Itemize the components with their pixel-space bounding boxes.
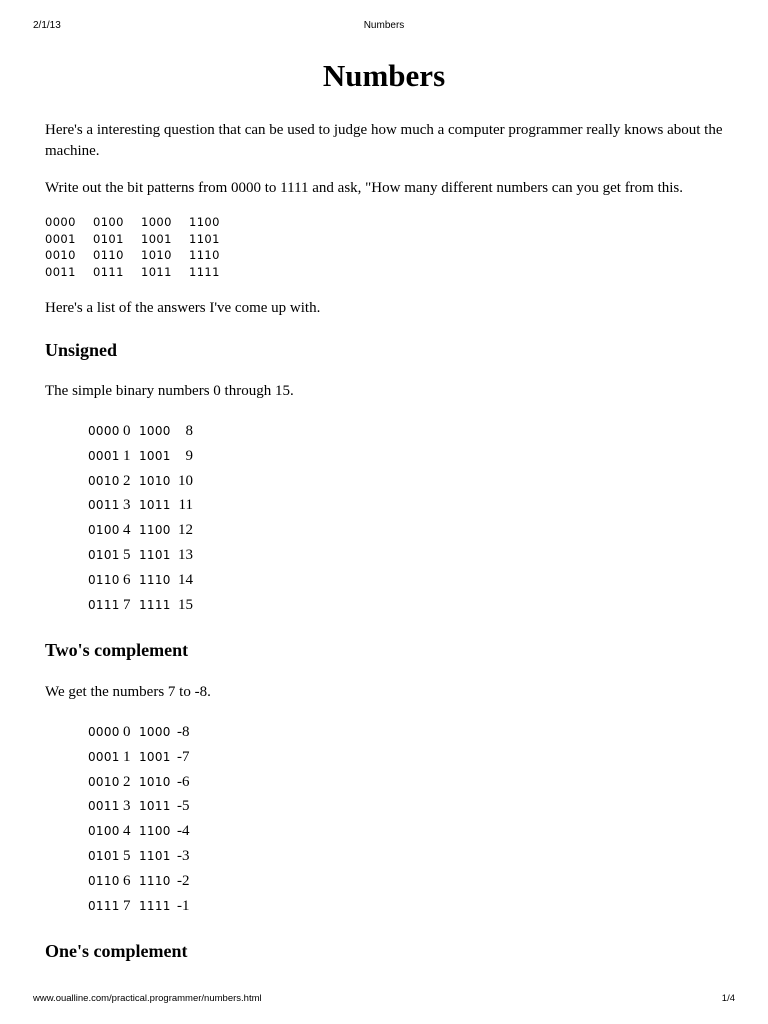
bits-cell: 0010 bbox=[88, 774, 120, 789]
table-row bbox=[88, 444, 193, 469]
value-cell: 7 bbox=[123, 897, 131, 914]
bit-pattern: 1001 bbox=[141, 231, 172, 246]
value-cell: 5 bbox=[123, 546, 131, 563]
bits-cell: 0010 bbox=[88, 473, 120, 488]
section-heading-ones-complement: One's complement bbox=[45, 941, 188, 961]
value-cell: 15 bbox=[178, 596, 193, 613]
bits-cell: 0110 bbox=[88, 873, 120, 888]
value-cell: 6 bbox=[123, 571, 131, 588]
value-cell: -7 bbox=[177, 748, 190, 765]
bits-cell: 0111 bbox=[88, 898, 120, 913]
unsigned-table bbox=[88, 419, 193, 617]
table-row bbox=[88, 568, 193, 593]
table-row bbox=[88, 469, 193, 494]
bits-cell: 1101 bbox=[139, 848, 171, 863]
page-title: Numbers bbox=[322, 58, 446, 93]
footer-url-link[interactable]: www.oualline.com/practical.programmer/numbers.html bbox=[33, 993, 262, 1004]
intro-paragraph-2: Write out the bit patterns from 0000 to 1111 and ask, "How many different numbers can you get from this. bbox=[45, 180, 684, 196]
bits-cell: 0100 bbox=[88, 523, 120, 538]
bit-pattern-grid bbox=[45, 214, 237, 280]
table-row bbox=[88, 745, 190, 770]
bits-cell: 1010 bbox=[139, 774, 171, 789]
value-cell: 2 bbox=[123, 472, 131, 489]
bits-cell: 1100 bbox=[139, 824, 171, 839]
value-cell: 0 bbox=[123, 423, 131, 439]
table-row bbox=[88, 593, 193, 618]
bit-pattern: 0110 bbox=[93, 248, 124, 262]
value-cell: 9 bbox=[185, 447, 193, 464]
bit-pattern: 0101 bbox=[93, 231, 124, 246]
value-cell: -5 bbox=[177, 798, 190, 815]
intro-paragraph-1: Here's a interesting question that can be used to judge how much a computer programmer really knows about the machine. bbox=[45, 122, 723, 159]
bits-cell: 0001 bbox=[88, 749, 120, 764]
bit-pattern-row bbox=[45, 264, 237, 281]
table-row bbox=[88, 794, 190, 819]
bits-cell: 0110 bbox=[88, 572, 120, 587]
bit-pattern: 1011 bbox=[141, 264, 172, 279]
answers-intro: Here's a list of the answers I've come up with. bbox=[45, 300, 321, 316]
bit-pattern-row bbox=[45, 214, 237, 231]
bits-cell: 1100 bbox=[139, 523, 171, 538]
section-heading-twos-complement: Two's complement bbox=[45, 640, 189, 660]
footer-page-number: 1/4 bbox=[721, 993, 735, 1004]
bits-cell: 0101 bbox=[88, 848, 120, 863]
bits-cell: 0011 bbox=[88, 498, 120, 513]
bits-cell: 1011 bbox=[139, 498, 171, 513]
value-cell: 11 bbox=[178, 497, 193, 514]
table-row bbox=[88, 419, 193, 444]
value-cell: -2 bbox=[177, 872, 190, 889]
bits-cell: 0000 bbox=[88, 424, 120, 438]
value-cell: 14 bbox=[178, 571, 193, 588]
bit-pattern: 0010 bbox=[45, 248, 76, 262]
bits-cell: 1001 bbox=[139, 749, 171, 764]
bit-pattern: 1000 bbox=[141, 215, 172, 229]
bit-pattern: 0011 bbox=[45, 264, 76, 279]
bits-cell: 1011 bbox=[139, 799, 171, 814]
bit-pattern: 0100 bbox=[93, 215, 124, 229]
bits-cell: 0111 bbox=[88, 597, 120, 612]
value-cell: 5 bbox=[123, 847, 131, 864]
value-cell: 6 bbox=[123, 872, 131, 889]
value-cell: 3 bbox=[123, 798, 131, 815]
bits-cell: 0000 bbox=[88, 725, 120, 739]
value-cell: 8 bbox=[185, 423, 193, 439]
value-cell: 4 bbox=[123, 522, 131, 539]
value-cell: -3 bbox=[177, 847, 190, 864]
section-heading-unsigned: Unsigned bbox=[45, 340, 118, 360]
bits-cell: 1110 bbox=[139, 873, 171, 888]
bit-pattern: 1110 bbox=[189, 248, 220, 262]
bit-pattern: 0111 bbox=[93, 264, 124, 279]
bits-cell: 1110 bbox=[139, 572, 171, 587]
table-row bbox=[88, 869, 190, 894]
bits-cell: 0101 bbox=[88, 547, 120, 562]
table-row bbox=[88, 720, 190, 745]
twos-complement-table bbox=[88, 720, 190, 918]
bits-cell: 1111 bbox=[139, 597, 171, 612]
bits-cell: 0001 bbox=[88, 448, 120, 463]
header-date: 2/1/13 bbox=[33, 20, 61, 31]
value-cell: 1 bbox=[123, 748, 131, 765]
value-cell: 4 bbox=[123, 823, 131, 840]
value-cell: 13 bbox=[178, 546, 193, 563]
bits-cell: 1111 bbox=[139, 898, 171, 913]
bit-pattern: 0000 bbox=[45, 215, 76, 229]
bits-cell: 0011 bbox=[88, 799, 120, 814]
value-cell: 12 bbox=[178, 522, 193, 539]
bit-pattern: 1111 bbox=[189, 264, 220, 279]
bit-pattern: 1010 bbox=[141, 248, 172, 262]
header-title: Numbers bbox=[363, 20, 405, 31]
bits-cell: 0100 bbox=[88, 824, 120, 839]
bit-pattern: 0001 bbox=[45, 231, 76, 246]
value-cell: 3 bbox=[123, 497, 131, 514]
bit-pattern-row bbox=[45, 231, 237, 248]
table-row bbox=[88, 819, 190, 844]
unsigned-description: The simple binary numbers 0 through 15. bbox=[45, 383, 294, 399]
table-row bbox=[88, 844, 190, 869]
bits-cell: 1101 bbox=[139, 547, 171, 562]
value-cell: 7 bbox=[123, 596, 131, 613]
bits-cell: 1001 bbox=[139, 448, 171, 463]
value-cell: 10 bbox=[178, 472, 193, 489]
value-cell: -8 bbox=[177, 724, 190, 740]
value-cell: -1 bbox=[177, 897, 190, 914]
value-cell: -4 bbox=[177, 823, 190, 840]
value-cell: 1 bbox=[123, 447, 131, 464]
table-row bbox=[88, 894, 190, 919]
value-cell: -6 bbox=[177, 773, 190, 790]
table-row bbox=[88, 770, 190, 795]
bit-pattern: 1101 bbox=[189, 231, 220, 246]
twos-complement-description: We get the numbers 7 to -8. bbox=[45, 684, 211, 700]
value-cell: 0 bbox=[123, 724, 131, 740]
table-row bbox=[88, 518, 193, 543]
bit-pattern: 1100 bbox=[189, 215, 220, 229]
bits-cell: 1000 bbox=[139, 424, 171, 438]
table-row bbox=[88, 493, 193, 518]
table-row bbox=[88, 543, 193, 568]
bits-cell: 1000 bbox=[139, 725, 171, 739]
bits-cell: 1010 bbox=[139, 473, 171, 488]
bit-pattern-row bbox=[45, 247, 237, 264]
value-cell: 2 bbox=[123, 773, 131, 790]
